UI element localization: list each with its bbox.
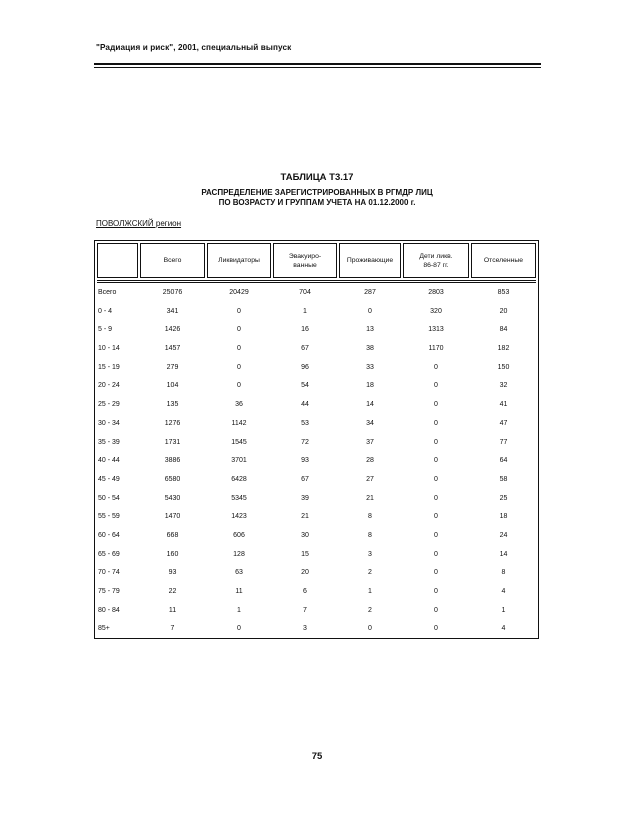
table-cell-children: 0: [434, 569, 438, 577]
table-cell-liquidators: 36: [235, 401, 243, 409]
table-cell-total: 7: [170, 625, 175, 633]
row-label: 55 - 59: [98, 513, 120, 521]
table-cell-residents: 34: [366, 419, 374, 427]
table-cell-residents: 13: [366, 326, 374, 334]
table-cell-relocated: 20: [499, 307, 508, 315]
row-label: 20 - 24: [98, 382, 120, 390]
table-cell-total: 1731: [164, 438, 181, 446]
row-label: 85+: [98, 625, 110, 633]
table-cell-children: 0: [434, 588, 438, 595]
row-label: 80 - 84: [98, 606, 120, 614]
row-label: Всего: [98, 289, 117, 296]
table-cell-total: 3886: [164, 457, 181, 465]
table-cell-children: 0: [434, 531, 438, 539]
table-row: [97, 377, 536, 396]
table-cell-children: 0: [434, 513, 438, 521]
table-cell-liquidators: 0: [237, 363, 241, 371]
table-cell-liquidators: 0: [237, 382, 241, 390]
row-label: 25 - 29: [98, 401, 120, 409]
column-header-label: [97, 243, 138, 278]
table-cell-children: 0: [434, 419, 438, 427]
row-label: 30 - 34: [98, 419, 120, 427]
table-cell-evacuated: 67: [301, 475, 309, 483]
table-cell-evacuated: 67: [301, 345, 309, 353]
table-cell-residents: 28: [366, 457, 374, 465]
table-row: [97, 452, 536, 471]
table-cell-children: 0: [434, 457, 438, 465]
table-cell-children: 0: [434, 606, 438, 614]
table-cell-liquidators: 0: [237, 345, 241, 353]
header-separator-double: [97, 282, 536, 283]
table-row: [97, 284, 536, 303]
table-cell-children: 0: [434, 382, 438, 390]
table-cell-residents: 2: [368, 569, 372, 577]
table-cell-liquidators: 0: [237, 625, 241, 633]
row-label: 40 - 44: [98, 457, 120, 465]
table-cell-residents: 14: [366, 401, 374, 409]
table-cell-relocated: 182: [497, 345, 510, 353]
table-row: [97, 359, 536, 378]
table-cell-liquidators: 5345: [231, 494, 247, 502]
header-rule-thin: [94, 67, 541, 68]
table-cell-residents: 287: [364, 289, 376, 296]
table-cell-residents: 3: [368, 550, 372, 558]
table-cell-liquidators: 63: [235, 569, 243, 577]
table-cell-relocated: 25: [499, 494, 508, 502]
page-number: 75: [311, 751, 323, 762]
table-cell-relocated: 8: [501, 569, 506, 577]
table-row: [97, 434, 536, 453]
table-cell-relocated: 32: [499, 382, 508, 390]
table-row: [97, 508, 536, 527]
table-cell-relocated: 77: [499, 438, 508, 446]
table-cell-liquidators: 6428: [231, 475, 247, 483]
column-header-children: Дети ликв. 86-87 гг.: [403, 243, 469, 278]
table-cell-total: 1426: [164, 326, 181, 334]
table-cell-total: 135: [166, 401, 179, 409]
table-cell-relocated: 1: [501, 606, 506, 614]
table-cell-residents: 27: [366, 475, 374, 483]
row-label: 10 - 14: [98, 345, 120, 353]
table-cell-liquidators: 3701: [231, 457, 247, 465]
table-cell-relocated: 24: [499, 531, 508, 539]
table-cell-evacuated: 7: [303, 606, 307, 614]
table-cell-liquidators: 1545: [231, 438, 247, 446]
header-rule: [94, 63, 541, 65]
table-row: [97, 583, 536, 602]
table-row: [97, 527, 536, 546]
table-cell-residents: 18: [366, 382, 374, 390]
table-cell-children: 0: [434, 438, 438, 446]
table-cell-evacuated: 21: [301, 513, 309, 521]
running-header: "Радиация и риск", 2001, специальный выпуск: [96, 43, 292, 52]
table-cell-total: 5430: [164, 494, 181, 502]
table-cell-relocated: 84: [499, 326, 508, 334]
table-cell-residents: 38: [366, 345, 374, 353]
table-cell-residents: 8: [368, 513, 372, 521]
table-cell-residents: 0: [368, 307, 372, 315]
data-table: [94, 240, 539, 639]
table-row: [97, 471, 536, 490]
table-cell-residents: 2: [368, 606, 372, 614]
table-cell-residents: 37: [366, 438, 374, 446]
table-cell-total: 104: [166, 382, 179, 390]
region-label: ПОВОЛЖСКИЙ регион: [96, 219, 182, 228]
table-cell-relocated: 64: [499, 457, 508, 465]
table-cell-evacuated: 96: [301, 363, 309, 371]
table-cell-total: 6580: [164, 475, 181, 483]
table-cell-total: 279: [166, 363, 179, 371]
table-cell-evacuated: 1: [303, 307, 307, 315]
table-cell-relocated: 4: [501, 625, 506, 633]
column-header-relocated: Отселенные: [471, 243, 536, 278]
table-cell-relocated: 58: [499, 475, 508, 483]
table-cell-evacuated: 3: [303, 625, 307, 633]
table-cell-evacuated: 93: [301, 457, 309, 465]
table-cell-children: 1313: [428, 326, 444, 334]
table-cell-liquidators: 0: [237, 326, 241, 334]
table-cell-residents: 1: [368, 588, 372, 595]
table-cell-liquidators: 11: [235, 588, 243, 595]
table-cell-liquidators: 1423: [231, 513, 247, 521]
table-cell-total: 160: [166, 550, 179, 558]
row-label: 60 - 64: [98, 531, 120, 539]
table-cell-children: 0: [434, 550, 438, 558]
table-cell-children: 320: [430, 307, 442, 315]
table-cell-evacuated: 44: [301, 401, 309, 409]
table-row: [97, 340, 536, 359]
table-row: [97, 490, 536, 509]
table-row: [97, 321, 536, 340]
table-cell-total: 668: [166, 531, 179, 539]
table-cell-liquidators: 0: [237, 307, 241, 315]
column-header-residents: Проживающие: [339, 243, 401, 278]
table-cell-evacuated: 20: [301, 569, 309, 577]
row-label: 35 - 39: [98, 438, 120, 446]
table-cell-relocated: 14: [499, 550, 508, 558]
table-cell-total: 93: [168, 569, 177, 577]
table-cell-liquidators: 606: [233, 531, 245, 539]
table-cell-total: 11: [168, 606, 177, 614]
table-cell-liquidators: 20429: [229, 289, 249, 296]
table-row: [97, 303, 536, 322]
table-row: [97, 620, 536, 639]
table-cell-residents: 33: [366, 363, 374, 371]
column-header-liquidators: Ликвидаторы: [207, 243, 271, 278]
table-title: ТАБЛИЦА Т3.17: [280, 172, 354, 183]
row-label: 5 - 9: [98, 326, 113, 334]
row-label: 50 - 54: [98, 494, 120, 502]
table-cell-total: 1470: [164, 513, 181, 521]
table-cell-total: 25076: [162, 289, 183, 296]
table-cell-children: 1170: [428, 345, 444, 353]
table-subtitle-line2: ПО ВОЗРАСТУ И ГРУППАМ УЧЕТА НА 01.12.2000 г.: [218, 198, 416, 207]
row-label: 0 - 4: [98, 307, 113, 315]
table-cell-relocated: 4: [501, 588, 506, 595]
table-cell-total: 1457: [164, 345, 181, 353]
table-cell-children: 0: [434, 625, 438, 633]
table-cell-evacuated: 53: [301, 419, 309, 427]
table-row: [97, 415, 536, 434]
table-body: [97, 284, 536, 639]
table-cell-relocated: 150: [497, 363, 510, 371]
table-row: [97, 602, 536, 621]
table-cell-evacuated: 72: [301, 438, 309, 446]
table-cell-relocated: 853: [497, 289, 510, 296]
table-header-row: [97, 243, 536, 278]
row-label: 70 - 74: [98, 569, 120, 577]
row-label: 75 - 79: [98, 588, 120, 595]
table-cell-residents: 21: [366, 494, 374, 502]
table-cell-evacuated: 39: [301, 494, 309, 502]
table-cell-evacuated: 704: [299, 289, 311, 296]
table-cell-total: 341: [166, 307, 179, 315]
header-separator: [97, 280, 536, 281]
table-cell-relocated: 41: [499, 401, 508, 409]
table-cell-children: 0: [434, 475, 438, 483]
table-cell-evacuated: 6: [303, 588, 307, 595]
table-cell-children: 2803: [428, 289, 444, 296]
table-cell-total: 22: [168, 588, 177, 595]
table-cell-evacuated: 16: [301, 326, 309, 334]
table-cell-evacuated: 54: [301, 382, 309, 390]
table-cell-liquidators: 1142: [231, 419, 247, 427]
table-row: [97, 546, 536, 565]
table-row: [97, 564, 536, 583]
table-cell-children: 0: [434, 401, 438, 409]
table-cell-residents: 0: [368, 625, 372, 633]
table-cell-evacuated: 15: [301, 550, 309, 558]
table-cell-total: 1276: [164, 419, 181, 427]
column-header-evacuated: Эвакуиро- ванные: [273, 243, 337, 278]
table-cell-liquidators: 128: [233, 550, 245, 558]
table-cell-relocated: 47: [499, 419, 508, 427]
row-label: 45 - 49: [98, 475, 120, 483]
table-row: [97, 396, 536, 415]
table-cell-children: 0: [434, 363, 438, 371]
row-label: 65 - 69: [98, 550, 120, 558]
column-header-total: Всего: [140, 243, 205, 278]
table-cell-relocated: 18: [499, 513, 508, 521]
table-cell-residents: 8: [368, 531, 372, 539]
table-cell-liquidators: 1: [237, 606, 241, 614]
row-label: 15 - 19: [98, 363, 120, 371]
table-cell-evacuated: 30: [301, 531, 309, 539]
table-subtitle-line1: РАСПРЕДЕЛЕНИЕ ЗАРЕГИСТРИРОВАННЫХ В РГМДР ЛИЦ: [201, 188, 433, 197]
table-cell-children: 0: [434, 494, 438, 502]
